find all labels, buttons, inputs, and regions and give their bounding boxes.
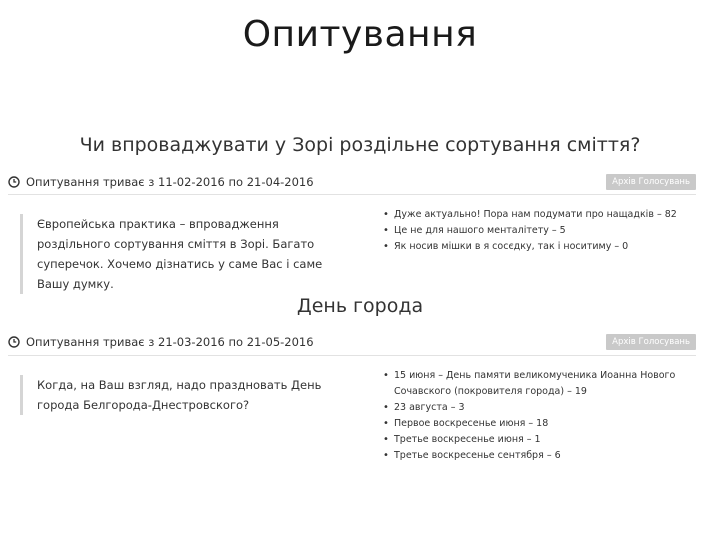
poll-2-question: Когда, на Ваш взгляд, надо праздновать День города Белгорода-Днестровского? (20, 375, 337, 415)
slide-title: Опитування (242, 14, 478, 55)
clock-icon (8, 176, 20, 188)
poll-1-divider (8, 194, 696, 195)
poll-1-status-row (8, 171, 696, 193)
clock-icon (8, 336, 20, 348)
poll-answer: • Це не для нашого менталітету – 5 (394, 223, 694, 239)
archive-badge[interactable]: Архів Голосувань (606, 174, 696, 190)
poll-1-question: Європейська практика – впровадження роздільного сортування сміття в Зорі. Багато суперечок. Хочемо дізнатись у саме Вас і саме Вашу думку. (20, 214, 327, 294)
poll-2-divider (8, 355, 696, 356)
poll-answer: • 15 июня – День памяти великомученика Иоанна Нового Сочавского (покровителя города) – 19 (394, 368, 694, 400)
poll-1-title: Чи впроваджувати у Зорі роздільне сортування сміття? (79, 134, 641, 156)
poll-answer: • Третье воскресенье сентября – 6 (394, 448, 694, 464)
poll-answer: • Третье воскресенье июня – 1 (394, 432, 694, 448)
poll-answer: • Як носив мішки в я сосєдку, так і носитиму – 0 (394, 239, 694, 255)
poll-2-status-row (8, 331, 696, 353)
poll-2-title: День города (296, 295, 424, 317)
archive-badge[interactable]: Архів Голосувань (606, 334, 696, 350)
poll-2-status-text: Опитування триває з 21-03-2016 по 21-05-2016 (26, 335, 314, 349)
poll-answer: • Дуже актуально! Пора нам подумати про нащадків – 82 (394, 207, 694, 223)
poll-1-answers (380, 207, 694, 255)
poll-answer: • Первое воскресенье июня – 18 (394, 416, 694, 432)
poll-answer: • 23 августа – 3 (394, 400, 694, 416)
poll-1-status-text: Опитування триває з 11-02-2016 по 21-04-2016 (26, 175, 314, 189)
poll-2-answers (380, 368, 694, 464)
